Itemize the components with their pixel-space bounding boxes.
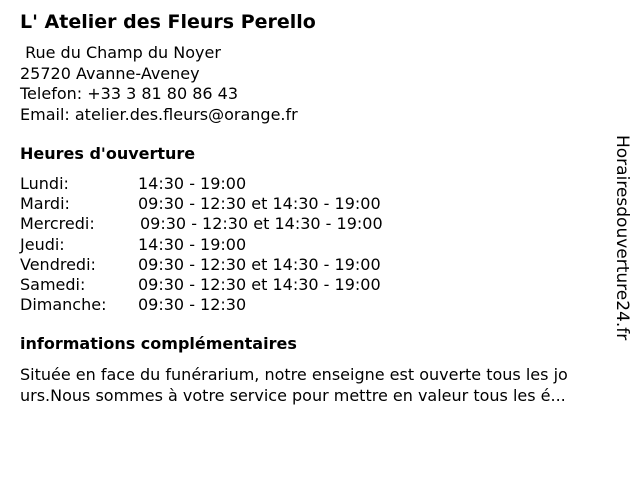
opening-times: 09:30 - 12:30 et 14:30 - 19:00 — [138, 194, 381, 214]
city-postcode: 25720 Avanne-Aveney — [20, 63, 200, 83]
weekday-label: Jeudi: — [20, 234, 65, 254]
weekday-label: Mardi: — [20, 194, 70, 214]
description-line: Située en face du funérarium, notre enseigne est ouverte tous les jo — [20, 365, 568, 384]
store-name: L' Atelier des Fleurs Perello — [20, 11, 316, 33]
opening-times: 09:30 - 12:30 et 14:30 - 19:00 — [140, 214, 383, 234]
weekday-label: Samedi: — [20, 274, 86, 294]
phone-number[interactable]: Telefon: +33 3 81 80 86 43 — [20, 84, 239, 103]
address-block — [20, 43, 298, 125]
opening-times: 09:30 - 12:30 — [138, 295, 247, 315]
opening-times: 09:30 - 12:30 et 14:30 - 19:00 — [138, 254, 381, 274]
weekday-label: Dimanche: — [20, 295, 107, 315]
weekday-label: Vendredi: — [20, 254, 96, 274]
store-description — [20, 364, 620, 406]
description-line: urs.Nous sommes à votre service pour mettre en valeur tous les é... — [20, 386, 566, 405]
opening-times: 14:30 - 19:00 — [138, 174, 247, 193]
site-watermark[interactable]: Horairesdouverture24.fr — [612, 135, 632, 341]
street-address: Rue du Champ du Noyer — [20, 43, 221, 62]
opening-times: 09:30 - 12:30 et 14:30 - 19:00 — [138, 274, 381, 294]
weekday-label: Mercredi: — [20, 214, 95, 234]
weekday-label: Lundi: — [20, 174, 69, 193]
opening-hours-heading: Heures d'ouverture — [20, 144, 196, 163]
email-address[interactable]: Email: atelier.des.fleurs@orange.fr — [20, 104, 298, 124]
opening-times: 14:30 - 19:00 — [138, 234, 247, 254]
additional-info-heading: informations complémentaires — [20, 334, 297, 353]
